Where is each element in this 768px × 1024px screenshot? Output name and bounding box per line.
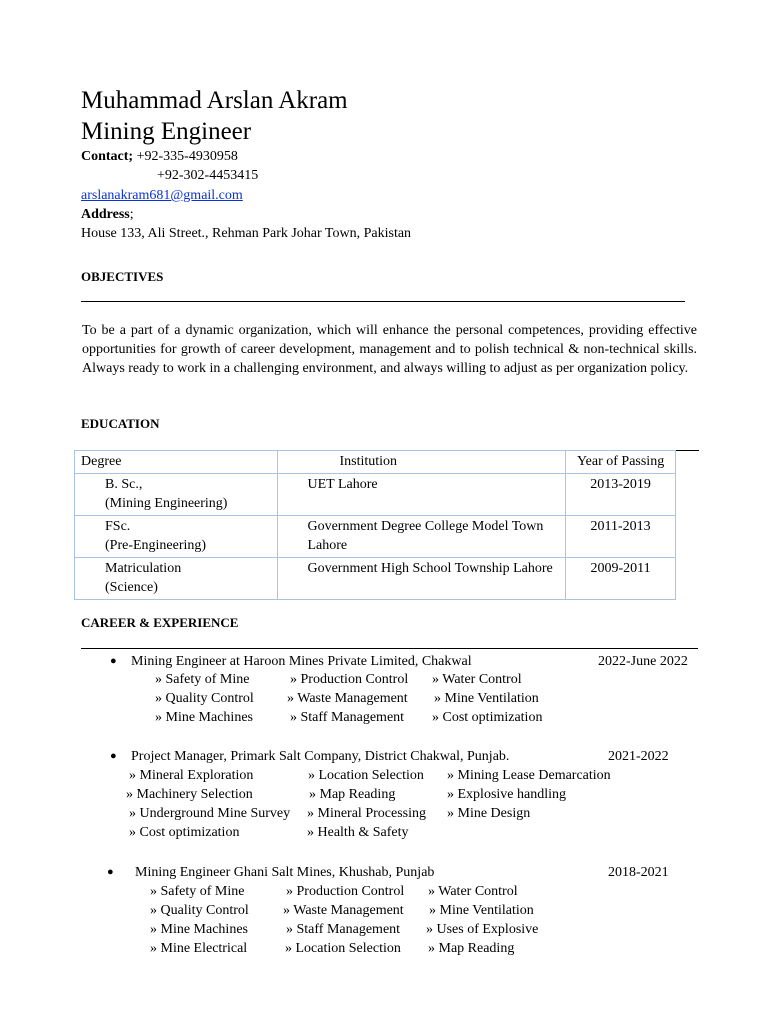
skill-item: » Water Control — [428, 884, 518, 899]
skill-item: » Production Control — [290, 672, 409, 687]
skill-item: » Mine Ventilation — [434, 691, 539, 706]
skill-row — [0, 689, 768, 708]
career-heading: CAREER & EXPERIENCE — [81, 615, 239, 630]
skill-row — [0, 766, 768, 785]
skill-item: » Mineral Exploration — [129, 768, 254, 783]
email-link[interactable]: arslanakram681@gmail.com — [81, 188, 243, 203]
degree-name: B. Sc., — [105, 477, 143, 492]
year-cell: 2011-2013 — [566, 516, 676, 558]
degree-cell — [75, 558, 278, 600]
degree-field: (Pre-Engineering) — [105, 538, 207, 553]
address-label-line — [81, 205, 134, 224]
degree-cell — [75, 516, 278, 558]
year-cell: 2009-2011 — [566, 558, 676, 600]
job-title-line: Mining Engineer at Haroon Mines Private Limited, Chakwal — [131, 654, 472, 669]
skill-item: » Production Control — [286, 884, 405, 899]
skill-row — [0, 920, 768, 939]
degree-field: (Science) — [105, 580, 158, 595]
skill-row — [0, 785, 768, 804]
institution-cell: Government Degree College Model Town Lahore — [278, 516, 566, 558]
job-period: 2018-2021 — [608, 865, 669, 880]
skill-row — [0, 708, 768, 727]
address-text: House 133, Ali Street., Rehman Park Johar Town, Pakistan — [81, 226, 412, 241]
degree-name: Matriculation — [105, 561, 182, 576]
job-period: 2022-June 2022 — [598, 654, 688, 669]
job-title: Mining Engineer — [81, 118, 252, 145]
skill-item: » Mine Electrical — [150, 941, 248, 956]
education-heading: EDUCATION — [81, 416, 160, 431]
education-row — [75, 516, 676, 558]
job-title-line: Mining Engineer Ghani Salt Mines, Khushab, Punjab — [135, 865, 435, 880]
skill-item: » Machinery Selection — [126, 787, 253, 802]
institution-cell: Government High School Township Lahore — [278, 558, 566, 600]
skill-item: » Safety of Mine — [155, 672, 250, 687]
skill-item: » Waste Management — [287, 691, 408, 706]
skill-item: » Location Selection — [285, 941, 401, 956]
skill-row — [0, 939, 768, 958]
bullet-icon: ● — [107, 866, 114, 878]
skill-item: » Mine Ventilation — [429, 903, 534, 918]
objectives-heading: OBJECTIVES — [81, 269, 164, 284]
skill-item: » Cost optimization — [432, 710, 543, 725]
degree-field: (Mining Engineering) — [105, 496, 228, 511]
skill-item: » Safety of Mine — [150, 884, 245, 899]
skill-item: » Underground Mine Survey — [129, 806, 291, 821]
skill-item: » Mine Design — [447, 806, 531, 821]
skill-row — [0, 804, 768, 823]
phone-primary: +92-335-4930958 — [136, 149, 238, 164]
bullet-icon: ● — [110, 655, 117, 667]
education-table — [74, 450, 676, 600]
skill-item: » Waste Management — [283, 903, 404, 918]
education-divider-stub — [676, 450, 699, 451]
education-row — [75, 558, 676, 600]
skill-item: » Location Selection — [308, 768, 424, 783]
year-cell: 2013-2019 — [566, 474, 676, 516]
education-row — [75, 474, 676, 516]
career-divider — [81, 648, 698, 649]
skill-item: » Quality Control — [150, 903, 249, 918]
skill-item: » Water Control — [432, 672, 522, 687]
contact-line — [81, 147, 238, 166]
job-period: 2021-2022 — [608, 749, 669, 764]
candidate-name: Muhammad Arslan Akram — [81, 87, 348, 114]
address-separator: ; — [129, 207, 134, 222]
objectives-divider — [81, 301, 685, 302]
column-header-degree: Degree — [75, 451, 278, 474]
skill-item: » Staff Management — [286, 922, 401, 937]
institution-cell: UET Lahore — [278, 474, 566, 516]
skill-item: » Map Reading — [309, 787, 396, 802]
skill-item: » Uses of Explosive — [426, 922, 539, 937]
job-title-line: Project Manager, Primark Salt Company, District Chakwal, Punjab. — [131, 749, 510, 764]
skill-item: » Mine Machines — [150, 922, 248, 937]
skill-row — [0, 882, 768, 901]
skill-item: » Explosive handling — [447, 787, 566, 802]
contact-label: Contact; — [81, 149, 134, 164]
skill-item: » Staff Management — [290, 710, 405, 725]
address-label: Address — [81, 207, 130, 222]
skill-item: » Map Reading — [428, 941, 515, 956]
bullet-icon: ● — [110, 750, 117, 762]
education-header-row — [75, 451, 676, 474]
skill-item: » Mineral Processing — [307, 806, 426, 821]
phone-secondary: +92-302-4453415 — [157, 168, 259, 183]
column-header-institution: Institution — [278, 451, 566, 474]
skill-row — [0, 823, 768, 842]
skill-item: » Cost optimization — [129, 825, 240, 840]
degree-name: FSc. — [105, 519, 131, 534]
skill-item: » Mine Machines — [155, 710, 253, 725]
objectives-text: To be a part of a dynamic organization, which will enhance the personal competences, providing effective opportunities for growth of career development, management and to polish technical & non-technical skills. Always ready to work in a challenging environment, and always willing to adjust as per organization policy. — [82, 323, 697, 376]
skill-item: » Quality Control — [155, 691, 254, 706]
degree-cell — [75, 474, 278, 516]
skill-item: » Mining Lease Demarcation — [447, 768, 611, 783]
column-header-year: Year of Passing — [566, 451, 676, 474]
skill-row — [0, 670, 768, 689]
skill-item: » Health & Safety — [307, 825, 409, 840]
skill-row — [0, 901, 768, 920]
